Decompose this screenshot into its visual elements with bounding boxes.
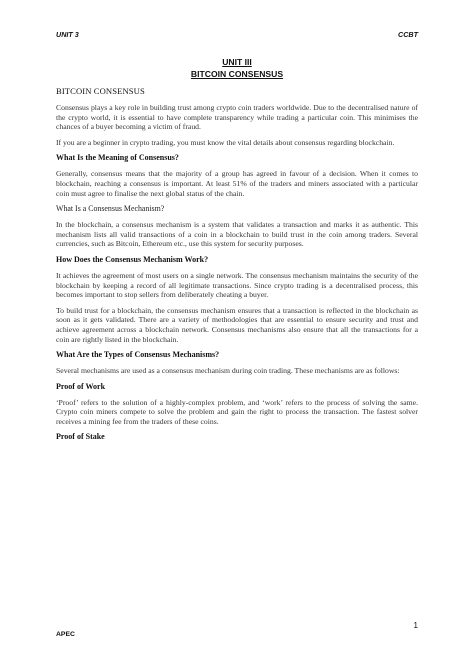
heading-how-it-works: How Does the Consensus Mechanism Work? xyxy=(56,254,209,264)
paragraph-intro: Consensus plays a key role in building trust among crypto coin traders worldwide. Due to the decentralised nature of the crypto world, it is essential to have complete transparency while trading a particular coin. This minimises the chances of a buyer becoming a victim of fraud. xyxy=(56,103,418,132)
header-course: CCBT xyxy=(398,30,418,39)
page-number: 1 xyxy=(413,621,418,630)
heading-meaning: What Is the Meaning of Consensus? xyxy=(56,153,179,163)
heading-mechanism: What Is a Consensus Mechanism? xyxy=(56,204,165,214)
heading-proof-of-work: Proof of Work xyxy=(56,381,106,391)
paragraph-beginner: If you are a beginner in crypto trading, you must know the vital details about consensus regarding blockchain. xyxy=(56,137,395,147)
page-header xyxy=(56,30,418,40)
heading-types: What Are the Types of Consensus Mechanisms? xyxy=(56,350,220,360)
heading-proof-of-stake: Proof of Stake xyxy=(56,432,105,442)
paragraph-how-2: To build trust for a blockchain, the consensus mechanism ensures that a transaction is reflected in the blockchain as soon as it gets validated. There are a variety of methodologies that are essential to ensure security and trust and achieve agreement across a blockchain network. Consensus mechanisms also ensure that all the transactions for a coin are rightly listed in the blockchain. xyxy=(56,305,418,344)
document-body xyxy=(56,56,418,448)
unit-title: UNIT III xyxy=(222,57,252,67)
paragraph-mechanism: In the blockchain, a consensus mechanism is a system that validates a transaction and marks it as authentic. This mechanism lists all valid transactions of a coin in a blockchain to build trust in the coin among traders. Several currencies, such as Bitcoin, Ethereum etc., use this system for security purposes. xyxy=(56,220,418,249)
header-unit: UNIT 3 xyxy=(56,30,79,39)
paragraph-meaning: Generally, consensus means that the majority of a group has agreed in favour of a decision. When it comes to blockchain, reaching a consensus is important. At least 51% of the traders and miners associated with a particular coin must agree to finalise the next global status of the chain. xyxy=(56,169,418,198)
footer-institution: APEC xyxy=(56,631,75,638)
paragraph-proof-of-work: ‘Proof’ refers to the solution of a highly-complex problem, and ‘work’ refers to the process of solving the same. Crypto coin miners compete to solve the problem and gain the right to process the transaction. The fastest solver receives a mining fee from the traders of these coins. xyxy=(56,397,418,426)
paragraph-how-1: It achieves the agreement of most users on a single network. The consensus mechanism maintains the security of the blockchain by keeping a record of all legitimate transactions. Since crypto trading is a decentralised process, this becomes important to stop sellers from deliberately cheating a buyer. xyxy=(56,270,418,300)
section-label: BITCOIN CONSENSUS xyxy=(56,86,145,96)
paragraph-types: Several mechanisms are used as a consensus mechanism during coin trading. These mechanisms are as follows: xyxy=(56,366,400,376)
chapter-title: BITCOIN CONSENSUS xyxy=(190,69,284,79)
